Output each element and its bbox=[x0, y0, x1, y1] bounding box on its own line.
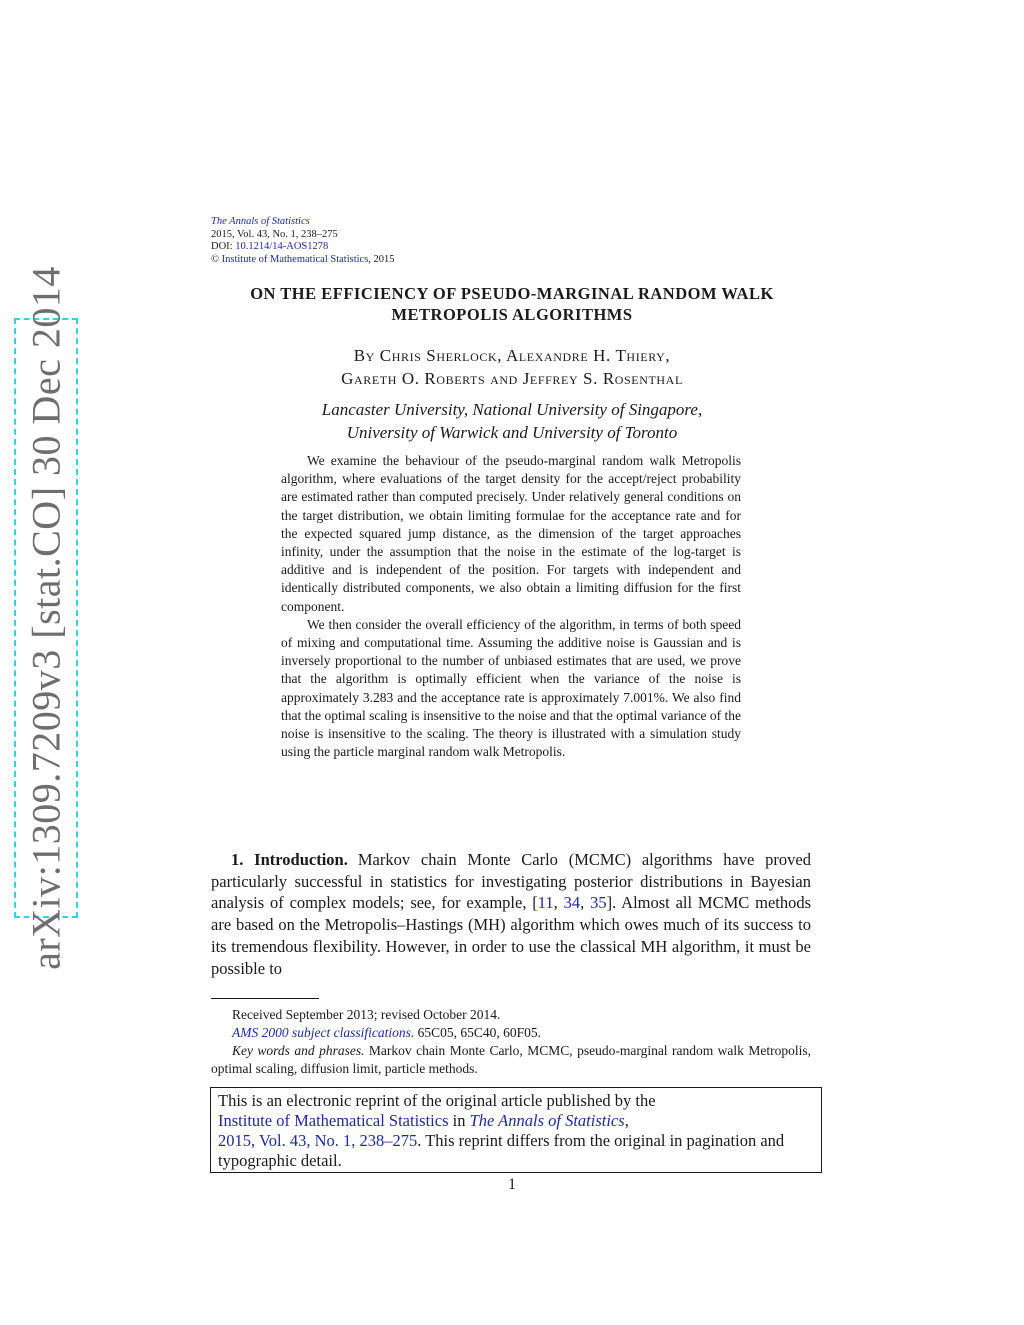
keywords-label: Key words and phrases. bbox=[232, 1043, 365, 1058]
keywords-text: Markov chain Monte Carlo, MCMC, pseudo-marginal random walk Metropolis, optimal scaling, diffusion limit, particle methods. bbox=[211, 1043, 811, 1076]
affiliations bbox=[200, 398, 824, 444]
intro-text-2: ]. Almost all MCMC methods are based on the Metropolis–Hastings (MH) algorithm which owes much of its success to its tremendous flexibility. However, in order to use the classical MH algorithm, it must be possible to bbox=[211, 893, 812, 978]
reprint-text-2: . This reprint differs from the original in pagination and typographic detail. bbox=[218, 1131, 785, 1170]
section-heading: 1. Introduction. bbox=[231, 850, 348, 869]
reprint-comma: , bbox=[624, 1111, 629, 1130]
reprint-publisher-link[interactable]: Institute of Mathematical Statistics bbox=[218, 1111, 449, 1130]
arxiv-stamp-label: arXiv:1309.7209v3 [stat.CO] 30 Dec 2014 bbox=[23, 266, 69, 970]
affiliations-line-1: Lancaster University, National University of Singapore, bbox=[321, 400, 703, 419]
reprint-citation-link[interactable]: 2015, Vol. 43, No. 1, 238–275 bbox=[218, 1131, 418, 1150]
reprint-text-1: This is an electronic reprint of the original article published by the bbox=[218, 1091, 656, 1110]
introduction-paragraph: 1. Introduction. Markov chain Monte Carlo (MCMC) algorithms have proved particularly successful in statistics for investigating posterior distributions in Bayesian analysis of complex models; see, for example, [11, 34, 35]. Almost all MCMC methods are based on the Metropolis–Hastings (MH) algorithm which owes much of its success to its tremendous flexibility. However, in order to use the classical MH algorithm, it must be possible to bbox=[211, 850, 812, 978]
intro-text-1: Markov chain Monte Carlo (MCMC) algorithms have proved particularly successful in statistics for investigating posterior distributions in Bayesian analysis of complex models; see, for example, [ bbox=[211, 850, 811, 913]
footnotes bbox=[211, 1006, 811, 1078]
keywords bbox=[211, 1042, 811, 1078]
ams-classification-link[interactable]: AMS 2000 subject classifications. bbox=[232, 1025, 415, 1040]
abstract-paragraph-2: We then consider the overall efficiency of the algorithm, in terms of both speed of mixing and computational time. Assuming the additive noise is Gaussian and is inversely proportional to the number of unbiased estimates that are used, we prove that the algorithm is optimally efficient when the variance of the noise is approximately 3.283 and the acceptance rate is approximately 7.001%. We also find that the optimal scaling is insensitive to the noise and that the optimal variance of the noise is insensitive to the scaling. The theory is illustrated with a simulation study using the particle marginal random walk Metropolis. bbox=[281, 616, 742, 760]
paper-title bbox=[200, 283, 824, 325]
arxiv-stamp[interactable] bbox=[14, 266, 78, 970]
ams-codes: 65C05, 65C40, 60F05. bbox=[414, 1025, 542, 1040]
title-line-2: METROPOLIS ALGORITHMS bbox=[391, 305, 633, 324]
footnote-divider bbox=[211, 998, 319, 999]
abstract bbox=[281, 452, 741, 761]
received-note: Received September 2013; revised October 2014. bbox=[232, 1007, 501, 1022]
page-number: 1 bbox=[508, 1176, 516, 1193]
publisher-link[interactable]: Institute of Mathematical Statistics bbox=[221, 253, 369, 265]
affiliations-line-2: University of Warwick and University of Toronto bbox=[346, 423, 678, 442]
ams-classification bbox=[211, 1024, 811, 1042]
copyright-icon: © bbox=[211, 253, 219, 265]
reprint-journal-link[interactable]: The Annals of Statistics bbox=[469, 1111, 625, 1130]
reprint-notice bbox=[210, 1087, 822, 1173]
authors-line-2: Gareth O. Roberts and Jeffrey S. Rosenthal bbox=[341, 369, 683, 388]
citation-link[interactable]: 11 bbox=[537, 893, 554, 913]
abstract-paragraph-1: We examine the behaviour of the pseudo-marginal random walk Metropolis algorithm, where evaluations of the target density for the accept/reject probability are estimated rather than computed precisely. Under relatively general conditions on the target distribution, we obtain limiting formulae for the acceptance rate and for the expected squared jump distance, as the dimension of the target approaches infinity, under the assumption that the noise in the estimate of the log-target is additive and is independent of the position. For targets with independent and identically distributed components, we also obtain a limiting diffusion for the first component. bbox=[281, 453, 741, 614]
authors bbox=[200, 344, 824, 390]
title-line-1: ON THE EFFICIENCY OF PSEUDO-MARGINAL RANDOM WALK bbox=[250, 284, 774, 303]
doi-link[interactable]: 10.1214/14-AOS1278 bbox=[235, 241, 329, 252]
introduction-section bbox=[211, 849, 811, 979]
doi-label: DOI: bbox=[211, 241, 236, 252]
reprint-in: in bbox=[448, 1111, 470, 1130]
authors-line-1: By Chris Sherlock, Alexandre H. Thiery, bbox=[353, 346, 671, 365]
citation-link[interactable]: 34 bbox=[563, 893, 581, 913]
journal-header bbox=[211, 216, 395, 266]
citation-link[interactable]: 35 bbox=[590, 893, 607, 913]
journal-name-link[interactable]: The Annals of Statistics bbox=[211, 216, 310, 227]
journal-volume: 2015, Vol. 43, No. 1, 238–275 bbox=[211, 228, 338, 240]
copyright-year: , 2015 bbox=[368, 253, 395, 265]
